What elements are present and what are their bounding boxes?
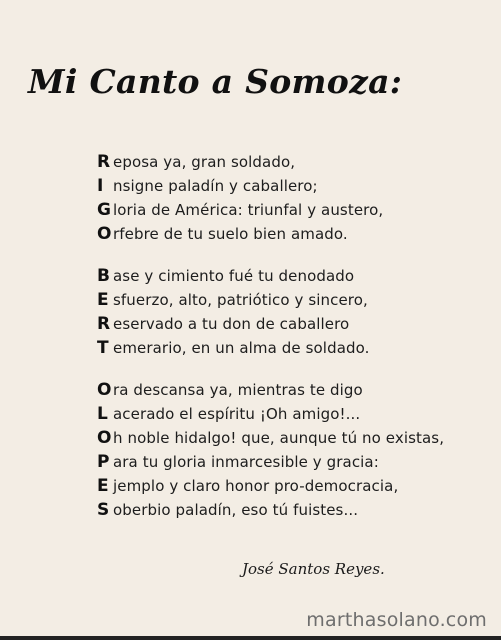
verse-line (97, 224, 477, 248)
verse-line (97, 152, 477, 176)
acrostic-letter: T (97, 338, 109, 358)
verse-line (97, 338, 477, 362)
verse-text: jemplo y claro honor pro-democracia, (113, 477, 399, 495)
acrostic-letter: R (97, 152, 111, 172)
acrostic-letter: R (97, 314, 111, 334)
acrostic-letter: S (97, 500, 110, 520)
stanza-2 (97, 266, 477, 362)
verse-text: ra descansa ya, mientras te digo (113, 381, 363, 399)
acrostic-letter: B (97, 266, 110, 286)
verse-text: acerado el espíritu ¡Oh amigo!... (113, 405, 361, 423)
poem-body (97, 152, 477, 542)
source-watermark: marthasolano.com (306, 609, 487, 631)
author-signature: José Santos Reyes. (242, 560, 385, 578)
verse-line (97, 404, 477, 428)
verse-text: h noble hidalgo! que, aunque tú no existas, (113, 429, 445, 447)
verse-line (97, 314, 477, 338)
verse-line (97, 452, 477, 476)
acrostic-letter: E (97, 290, 109, 310)
acrostic-letter: L (97, 404, 108, 424)
acrostic-letter: O (97, 224, 112, 244)
verse-line (97, 200, 477, 224)
acrostic-letter: E (97, 476, 109, 496)
verse-line (97, 500, 477, 524)
acrostic-letter: P (97, 452, 110, 472)
verse-text: loria de América: triunfal y austero, (113, 201, 384, 219)
verse-text: eposa ya, gran soldado, (113, 153, 296, 171)
verse-line (97, 176, 477, 200)
verse-text: sfuerzo, alto, patriótico y sincero, (113, 291, 368, 309)
verse-text: ara tu gloria inmarcesible y gracia: (113, 453, 379, 471)
acrostic-letter: O (97, 428, 112, 448)
stanza-1 (97, 152, 477, 248)
verse-text: eservado a tu don de caballero (113, 315, 350, 333)
verse-text: oberbio paladín, eso tú fuistes... (113, 501, 359, 519)
verse-line (97, 380, 477, 404)
verse-text: ase y cimiento fué tu denodado (113, 267, 355, 285)
acrostic-letter: O (97, 380, 112, 400)
poem-title: Mi Canto a Somoza: (28, 62, 403, 101)
verse-line (97, 476, 477, 500)
verse-line (97, 290, 477, 314)
verse-line (97, 428, 477, 452)
acrostic-letter: G (97, 200, 111, 220)
stanza-3 (97, 380, 477, 524)
verse-line (97, 266, 477, 290)
acrostic-letter: I (97, 176, 104, 196)
bottom-border (0, 636, 501, 640)
verse-text: emerario, en un alma de soldado. (113, 339, 370, 357)
verse-text: nsigne paladín y caballero; (113, 177, 318, 195)
verse-text: rfebre de tu suelo bien amado. (113, 225, 348, 243)
